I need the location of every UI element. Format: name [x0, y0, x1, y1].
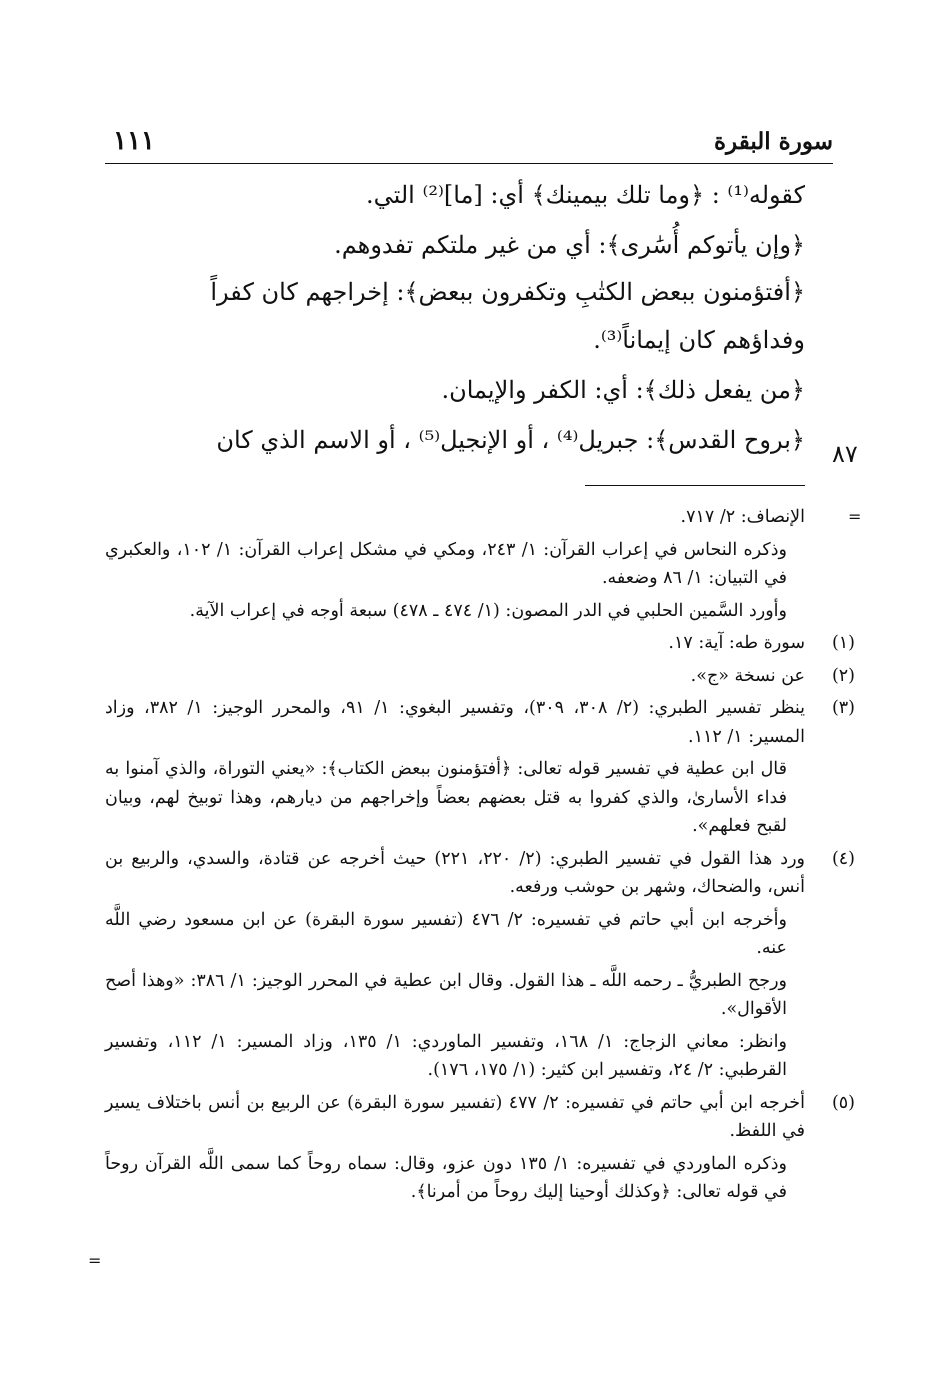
verse-number: ٨٧ [832, 440, 858, 468]
main-line: ﴿أفتؤمنون ببعض الكتٰبِ وتكفرون ببعض﴾: إخراجهم كان كفراً [210, 278, 805, 306]
footnote-text: وذكره النحاس في إعراب القرآن: ١/ ٢٤٣، ومكي في مشكل إعراب القرآن: ١/ ١٠٢، والعكبري في التبيان: ١/ ٨٦ وضعفه. [105, 539, 787, 588]
page-number: ١١١ [113, 126, 155, 156]
footnote [105, 906, 855, 963]
continuation-mark: = [88, 1251, 102, 1270]
footnote [105, 503, 855, 532]
footnotes [105, 503, 855, 1211]
footnote [105, 845, 855, 902]
footnote [105, 629, 855, 658]
footnote-number: (٤) [831, 848, 855, 869]
running-title: سورة البقرة [713, 128, 833, 155]
footnote-number: (٣) [831, 698, 855, 718]
footnote [105, 1150, 855, 1207]
footnote [105, 662, 855, 691]
main-line: كقوله⁽¹⁾ : ﴿وما تلك بيمينك﴾ أي: [ما]⁽²⁾ التي. [365, 181, 805, 209]
footnote-number: (٢) [831, 665, 855, 686]
continuation-mark: = [848, 507, 862, 526]
footnote-text: وذكره الماوردي في تفسيره: ١/ ١٣٥ دون عزو، وقال: سماه روحاً كما سمى اللَّه القرآن روحاً في قوله تعالى: ﴿وكذلك أوحينا إليك روحاً من أمرنا﴾. [105, 1153, 787, 1202]
footnote-text: سورة طه: آية: ١٧. [668, 633, 805, 653]
footnote-text: وأورد السَّمين الحلبي في الدر المصون: (١/ ٤٧٤ ـ ٤٧٨) سبعة أوجه في إعراب الآية. [189, 600, 787, 621]
footnote [105, 536, 855, 593]
footnote-text: عن نسخة «ج». [690, 665, 805, 686]
main-line: وفداؤهم كان إيماناً⁽³⁾. [593, 326, 805, 354]
footnote-number: (٥) [831, 1092, 855, 1113]
footnote-text: قال ابن عطية في تفسير قوله تعالى: ﴿أفتؤمنون ببعض الكتاب﴾: «يعني التوراة، والذي آمنوا به فداء الأسارىٰ، والذي كفروا به قتل بعضهم بعضاً وإخراجهم من ديارهم، وهذا توبيخ لهم، وبيان لقبح فعلهم». [105, 759, 787, 836]
footnote-number: (١) [831, 633, 855, 653]
page-header [105, 128, 833, 166]
footnote-text: وانظر: معاني الزجاج: ١/ ١٦٨، وتفسير الماوردي: ١/ ١٣٥، وزاد المسير: ١/ ١١٢، وتفسير القرطبي: ٢/ ٢٤، وتفسير ابن كثير: (١/ ١٧٥، ١٧٦). [105, 1031, 787, 1080]
header-rule [105, 163, 833, 164]
main-line: ﴿بروح القدس﴾: جبريل⁽⁴⁾ ، أو الإنجيل⁽⁵⁾ ، أو الاسم الذي كان [216, 426, 805, 454]
footnote [105, 1089, 855, 1146]
footnote-text: ورد هذا القول في تفسير الطبري: (٢/ ٢٢٠، ٢٢١) حيث أخرجه عن قتادة، والسدي، والربيع بن أنس، والضحاك، وشهر بن حوشب ورفعه. [105, 848, 805, 897]
footnote [105, 1028, 855, 1085]
footnote [105, 694, 855, 751]
footnote [105, 967, 855, 1024]
footnote [105, 597, 855, 626]
main-line: ﴿من يفعل ذلك﴾: أي: الكفر والإيمان. [441, 376, 805, 404]
footnote [105, 755, 855, 841]
footnote-text: أخرجه ابن أبي حاتم في تفسيره: ٢/ ٤٧٧ (تفسير سورة البقرة) عن الربيع بن أنس باختلاف يسير في اللفظ. [105, 1092, 805, 1141]
footnote-text: ينظر تفسير الطبري: (٢/ ٣٠٨، ٣٠٩)، وتفسير البغوي: ١/ ٩١، والمحرر الوجيز: ١/ ٣٨٢، وزاد المسير: ١/ ١١٢. [105, 698, 806, 747]
footnote-text: الإنصاف: ٢/ ٧١٧. [680, 507, 805, 527]
main-text [105, 170, 805, 465]
main-line: ﴿وإن يأتوكم أُسَٰرى﴾: أي من غير ملتكم تفدوهم. [334, 231, 805, 259]
footnote-text: ورجح الطبريُّ ـ رحمه اللَّه ـ هذا القول. وقال ابن عطية في المحرر الوجيز: ١/ ٣٨٦: «وهذا أصح الأقوال». [105, 970, 787, 1019]
footnote-separator [585, 485, 805, 486]
footnote-text: وأخرجه ابن أبي حاتم في تفسيره: ٢/ ٤٧٦ (تفسير سورة البقرة) عن ابن مسعود رضي اللَّه عنه. [105, 909, 787, 958]
